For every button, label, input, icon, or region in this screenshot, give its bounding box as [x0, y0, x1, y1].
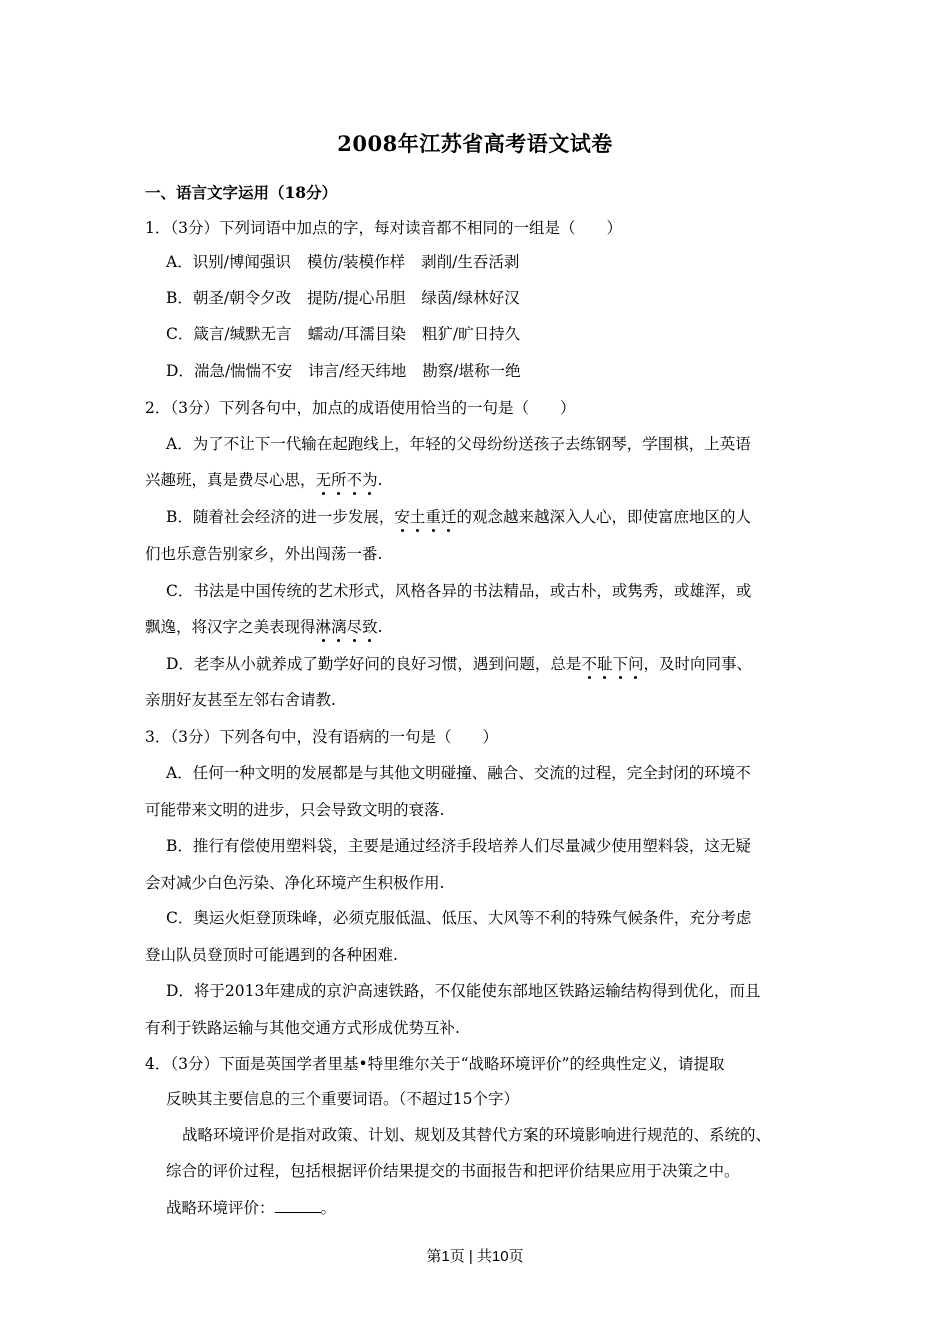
emphasis-char: 所	[331, 471, 347, 489]
emphasis-char: 迁	[440, 508, 457, 526]
emphasis-char: 下	[612, 655, 628, 673]
q1-a-word-1: 识别/博闻强识	[192, 253, 291, 271]
page-footer: 第1页 | 共10页	[426, 1248, 524, 1265]
q1-option-b: B．朝圣/朝令夕改 提防/提心吊胆 绿茵/绿林好汉	[166, 289, 520, 307]
q1-d-word-2: 讳言/经天纬地	[308, 362, 407, 380]
q2-d-idiom	[581, 655, 643, 673]
emphasis-char: 漓	[331, 618, 347, 636]
q3-option-d-line-1: D．将于2013年建成的京沪高速铁路，不仅能使东部地区铁路运输结构得到优化，而且	[166, 982, 761, 1000]
question-4-stem-line-2: 反映其主要信息的三个重要词语。（不超过15个字）	[166, 1090, 519, 1108]
q2-option-a-line-1: A．为了不让下一代输在起跑线上，年轻的父母纷纷送孩子去练钢琴，学围棋，上英语	[166, 435, 751, 453]
q3-option-b-line-2: 会对减少白色污染、净化环境产生积极作用.	[145, 874, 445, 892]
emphasis-char: 不	[581, 655, 597, 673]
q1-c-word-2: 蠕动/耳濡目染	[307, 325, 406, 343]
q1-option-a: A．识别/博闻强识 模仿/装模作样 剥削/生吞活剥	[166, 253, 520, 271]
emphasis-char: 致	[362, 618, 378, 636]
q1-option-c: C．箴言/缄默无言 蠕动/耳濡目染 粗犷/旷日持久	[166, 325, 521, 343]
page-title: 2008年江苏省高考语文试卷	[337, 131, 613, 156]
q4-passage-line-2: 综合的评价过程，包括根据评价结果提交的书面报告和把评价结果应用于决策之中。	[166, 1162, 740, 1180]
question-3-stem: 3．（3分）下列各句中，没有语病的一句是（ ）	[145, 728, 498, 746]
q3-option-b-line-1: B．推行有偿使用塑料袋，主要是通过经济手段培养人们尽量减少使用塑料袋，这无疑	[166, 837, 751, 855]
q1-a-word-3: 剥削/生吞活剥	[421, 253, 520, 271]
q3-option-a-line-2: 可能带来文明的进步，只会导致文明的衰落.	[145, 801, 445, 819]
q1-d-word-1: 湍急/惴惴不安	[193, 362, 293, 380]
emphasis-char: 尽	[346, 618, 363, 636]
q2-option-c-line-1: C．书法是中国传统的艺术形式，风格各异的书法精品，或古朴，或隽秀，或雄浑，或	[166, 582, 752, 600]
q1-c-word-3: 粗犷/旷日持久	[421, 325, 521, 343]
answer-blank[interactable]	[275, 1198, 321, 1213]
q2-a-idiom	[316, 471, 378, 489]
emphasis-char: 淋	[315, 618, 332, 636]
emphasis-char: 安	[394, 508, 410, 526]
q2-option-c-line-2: 飘逸，将汉字之美表现得淋漓尽致.	[145, 618, 383, 636]
section-heading: 一、语言文字运用（18分）	[145, 183, 338, 202]
q4-passage-line-1: 战略环境评价是指对政策、计划、规划及其替代方案的环境影响进行规范的、系统的、	[182, 1126, 772, 1144]
emphasis-char: 不	[346, 471, 363, 489]
q3-option-c-line-1: C．奥运火炬登顶珠峰，必须克服低温、低压、大风等不利的特殊气候条件，充分考虑	[166, 909, 752, 927]
q2-option-a-line-2: 兴趣班，真是费尽心思，无所不为.	[145, 471, 383, 489]
q3-option-d-line-2: 有利于铁路运输与其他交通方式形成优势互补.	[145, 1019, 460, 1037]
emphasis-char: 无	[315, 471, 332, 489]
q1-b-word-2: 提防/提心吊胆	[307, 289, 406, 307]
q1-option-d: D．湍急/惴惴不安 讳言/经天纬地 勘察/堪称一绝	[166, 362, 521, 380]
emphasis-char: 为	[362, 471, 378, 489]
q3-option-c-line-2: 登山队员登顶时可能遇到的各种困难.	[145, 946, 398, 964]
q1-b-word-3: 绿茵/绿林好汉	[421, 289, 520, 307]
q4-answer-line: 战略环境评价： 。	[166, 1199, 337, 1217]
q2-option-d-line-1: D．老李从小就养成了勤学好问的良好习惯，遇到问题，总是不耻下问，及时向同事、	[166, 655, 753, 673]
q2-c-idiom	[316, 618, 378, 636]
emphasis-char: 问	[627, 655, 644, 673]
emphasis-char: 重	[425, 508, 441, 526]
emphasis-char: 土	[409, 508, 426, 526]
question-1-stem: 1．（3分）下列词语中加点的字，每对读音都不相同的一组是（ ）	[145, 219, 622, 237]
q2-option-b-line-2: 们也乐意告别家乡，外出闯荡一番.	[145, 545, 383, 563]
q2-option-d-line-2: 亲朋好友甚至左邻右舍请教.	[145, 691, 336, 709]
q1-a-word-2: 模仿/装模作样	[306, 253, 406, 271]
q3-option-a-line-1: A．任何一种文明的发展都是与其他文明碰撞、融合、交流的过程，完全封闭的环境不	[166, 764, 751, 782]
q1-d-word-3: 勘察/堪称一绝	[422, 362, 521, 380]
q2-option-b-line-1: B．随着社会经济的进一步发展，安土重迁的观念越来越深入人心，即使富庶地区的人	[166, 508, 751, 526]
emphasis-char: 耻	[596, 655, 613, 673]
q1-b-word-1: 朝圣/朝令夕改	[192, 289, 292, 307]
question-4-stem-line-1: 4．（3分）下面是英国学者里基•特里维尔关于“战略环境评价”的经典性定义，请提取	[145, 1055, 725, 1073]
q2-b-idiom	[394, 508, 456, 526]
question-2-stem: 2．（3分）下列各句中，加点的成语使用恰当的一句是（ ）	[145, 399, 576, 417]
q1-c-word-1: 箴言/缄默无言	[193, 325, 292, 343]
